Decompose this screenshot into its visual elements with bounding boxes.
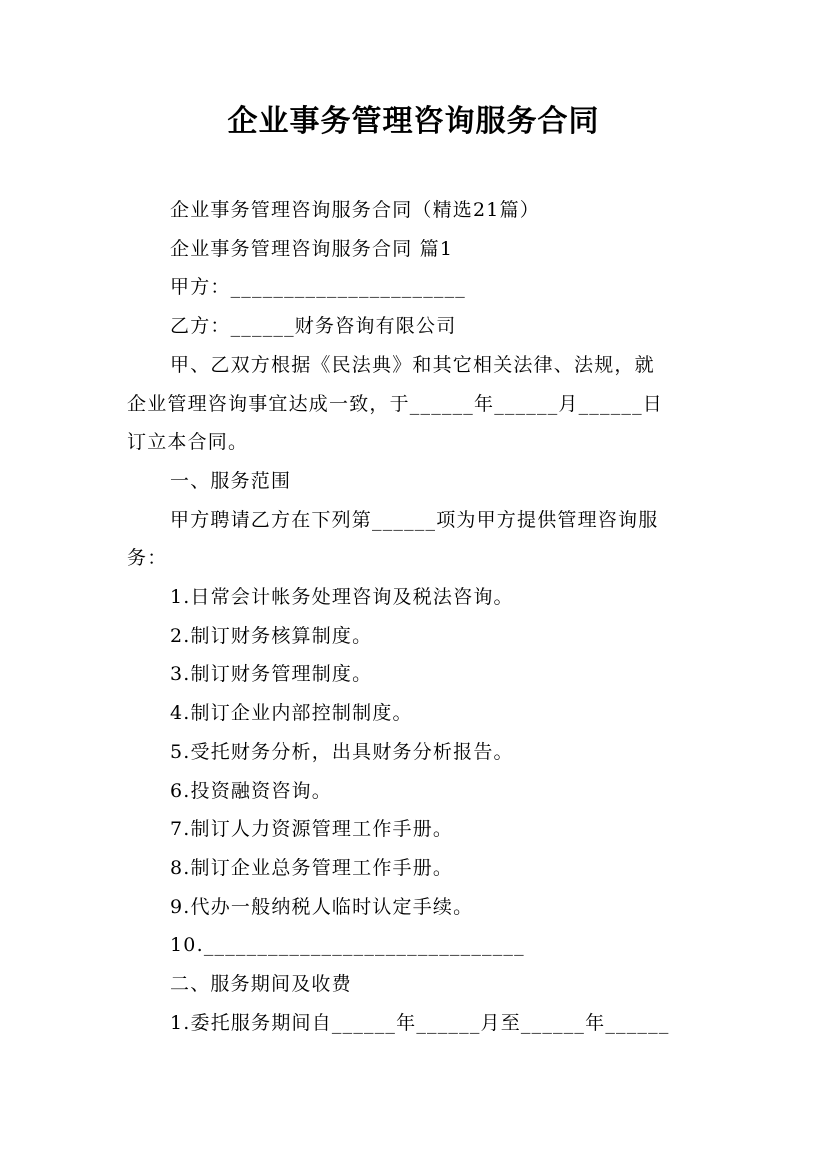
section-heading: 企业事务管理咨询服务合同 篇1 bbox=[170, 237, 454, 260]
paragraph-line: 甲方聘请乙方在下列第______项为甲方提供管理咨询服 bbox=[170, 508, 659, 531]
paragraph-line: 务： bbox=[127, 547, 168, 570]
document-body bbox=[127, 191, 707, 1042]
section-heading: 一、服务范围 bbox=[170, 469, 292, 492]
section-heading: 二、服务期间及收费 bbox=[170, 973, 352, 996]
document-title: 企业事务管理咨询服务合同 bbox=[227, 104, 600, 139]
list-item: 1.日常会计帐务处理咨询及税法咨询。 bbox=[170, 586, 514, 609]
list-item: 7.制订人力资源管理工作手册。 bbox=[170, 818, 454, 841]
list-item: 9.代办一般纳税人临时认定手续。 bbox=[170, 895, 474, 918]
paragraph-line: 订立本合同。 bbox=[127, 431, 249, 454]
paragraph-line: 企业管理咨询事宜达成一致，于______年______月______日 bbox=[127, 392, 664, 415]
paragraph-line: 甲、乙双方根据《民法典》和其它相关法律、法规，就 bbox=[170, 353, 655, 376]
list-item: 2.制订财务核算制度。 bbox=[170, 624, 373, 647]
party-a-line: 甲方：______________________ bbox=[170, 276, 467, 299]
list-item: 1.委托服务期间自______年______月至______年______ bbox=[170, 1011, 670, 1034]
list-item: 8.制订企业总务管理工作手册。 bbox=[170, 856, 454, 879]
list-item: 6.投资融资咨询。 bbox=[170, 779, 332, 802]
list-item: 5.受托财务分析，出具财务分析报告。 bbox=[170, 740, 514, 763]
party-b-line: 乙方：______财务咨询有限公司 bbox=[170, 315, 457, 338]
list-item: 4.制订企业内部控制制度。 bbox=[170, 702, 413, 725]
list-item: 3.制订财务管理制度。 bbox=[170, 663, 373, 686]
list-item: 10.______________________________ bbox=[170, 934, 525, 957]
subtitle-line: 企业事务管理咨询服务合同（精选21篇） bbox=[170, 199, 540, 221]
